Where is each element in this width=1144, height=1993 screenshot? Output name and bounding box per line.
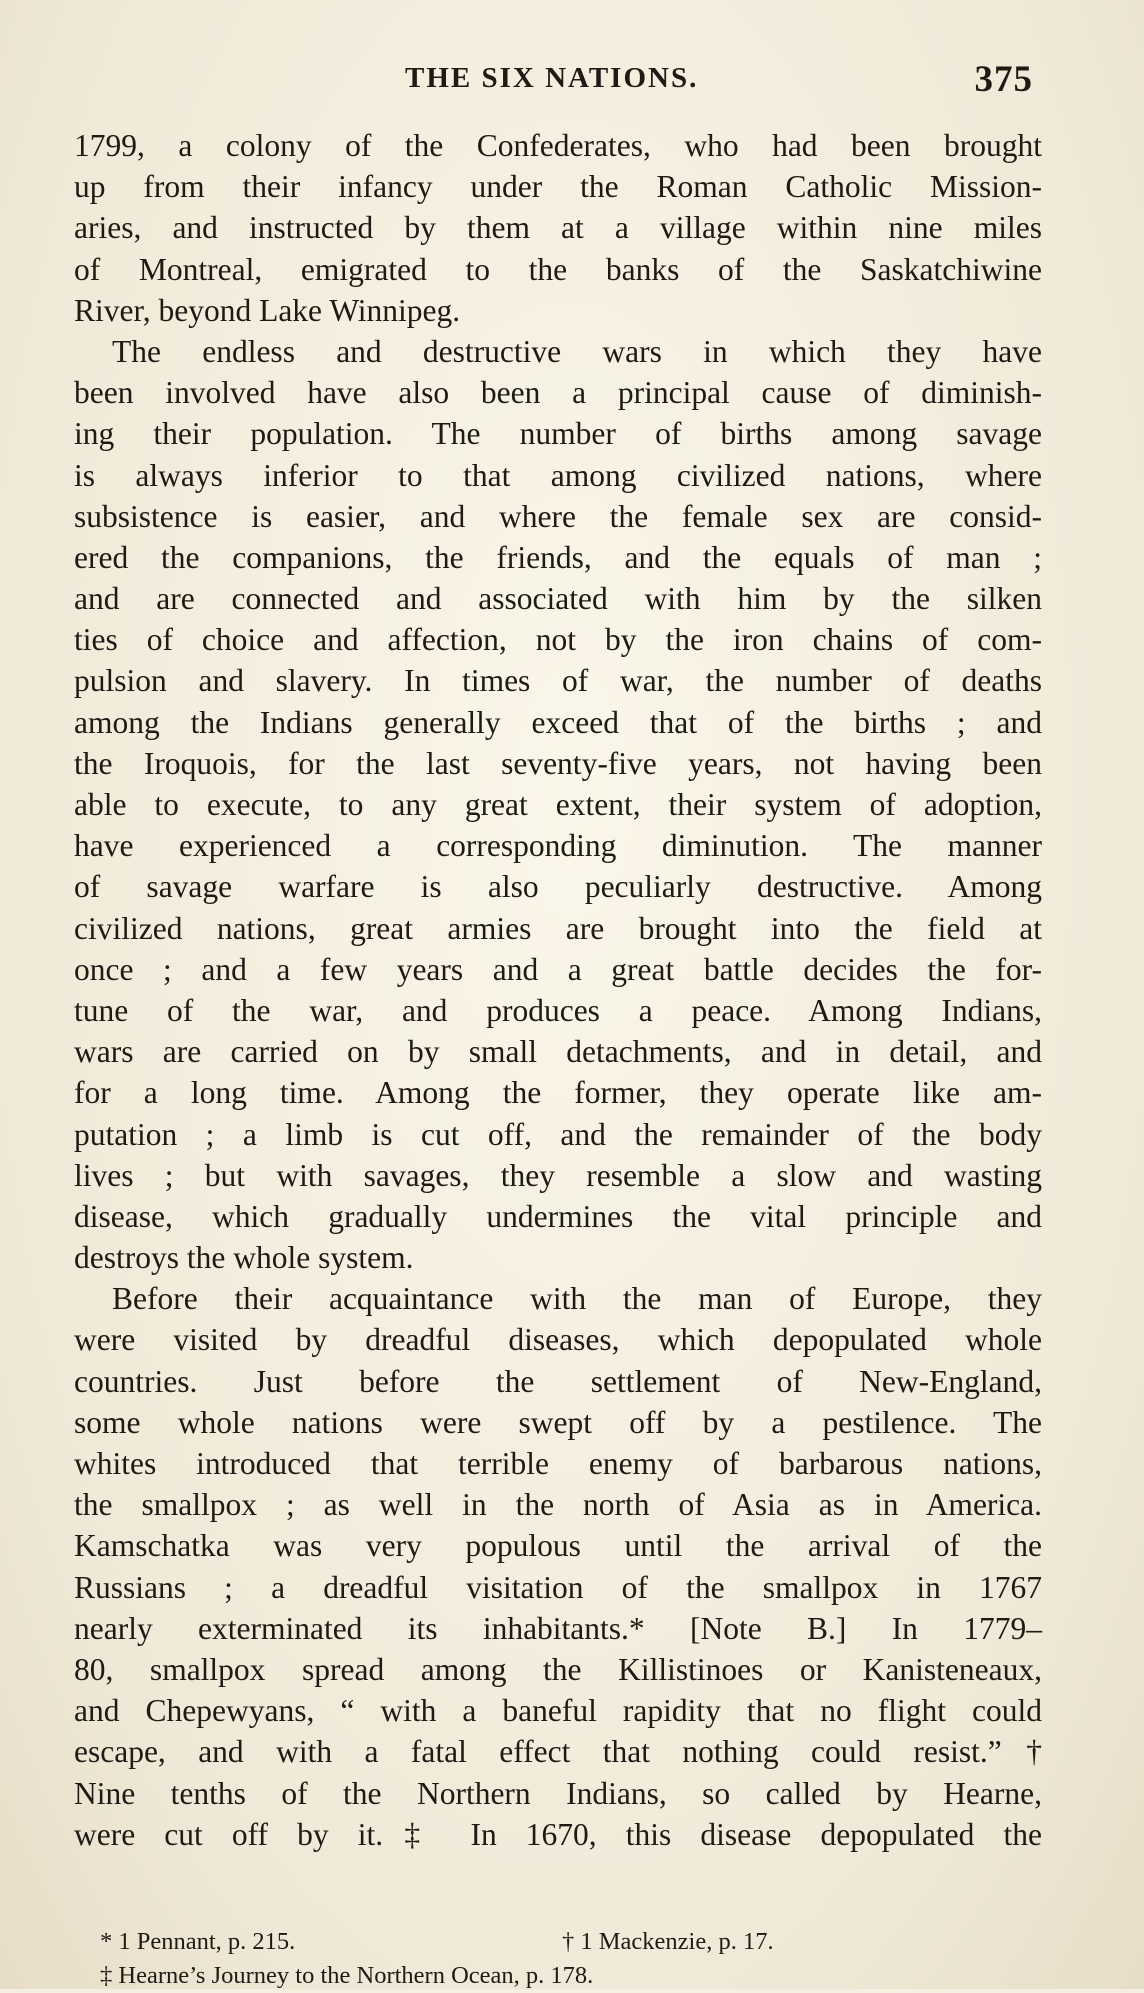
running-title: THE SIX NATIONS.	[405, 62, 699, 94]
footnote-mackenzie: † 1 Mackenzie, p. 17.	[562, 1928, 774, 1955]
text-line: escape, and with a fatal effect that nothing could resist.”†	[74, 1734, 1042, 1770]
footnote-row	[100, 1959, 860, 1993]
text-line: lives ; but with savages, they resemble a slow and wasting	[74, 1157, 1042, 1193]
text-line: 80, smallpox spread among the Killistinoes or Kanisteneaux,	[74, 1651, 1042, 1687]
body-text	[74, 125, 1042, 1855]
text-line: is always inferior to that among civilized nations, where	[74, 457, 1042, 493]
text-line: of savage warfare is also peculiarly destructive. Among	[74, 869, 1042, 905]
footnote-hearne: ‡ Hearne’s Journey to the Northern Ocean, p. 178.	[100, 1962, 594, 1989]
page-number: 375	[974, 59, 1033, 100]
text-line: and Chepewyans, “ with a baneful rapidity that no flight could	[74, 1693, 1042, 1729]
text-line: among the Indians generally exceed that of the births ; and	[74, 704, 1042, 740]
text-line: destroys the whole system.	[74, 1240, 414, 1276]
text-line: pulsion and slavery. In times of war, the number of deaths	[74, 663, 1042, 699]
footnotes	[100, 1925, 860, 1993]
text-line: whites introduced that terrible enemy of barbarous nations,	[74, 1446, 1042, 1481]
text-line: were cut off by it.‡ In 1670, this disease depopulated the	[74, 1816, 1042, 1852]
text-line: ing their population. The number of births among savage	[74, 416, 1042, 452]
text-line: countries. Just before the settlement of New-England,	[74, 1363, 1042, 1399]
text-line: disease, which gradually undermines the vital principle and	[74, 1198, 1042, 1234]
text-line: up from their infancy under the Roman Catholic Mission-	[74, 169, 1042, 205]
footnote-row	[100, 1925, 860, 1959]
text-line: for a long time. Among the former, they operate like am-	[74, 1075, 1042, 1111]
text-line: River, beyond Lake Winnipeg.	[74, 292, 461, 328]
text-line: have experienced a corresponding diminution. The manner	[74, 828, 1042, 864]
text-line: civilized nations, great armies are brought into the field at	[74, 910, 1042, 946]
text-line: Before their acquaintance with the man of Europe, they	[112, 1281, 1042, 1317]
text-line: putation ; a limb is cut off, and the remainder of the body	[74, 1116, 1042, 1152]
text-line: nearly exterminated its inhabitants.* [Note B.] In 1779–	[74, 1610, 1042, 1646]
text-line: once ; and a few years and a great battle decides the for-	[74, 951, 1042, 987]
running-head	[75, 58, 1035, 104]
text-line: were visited by dreadful diseases, which depopulated whole	[74, 1322, 1042, 1358]
footnote-pennant: * 1 Pennant, p. 215.	[100, 1928, 296, 1955]
text-line: the Iroquois, for the last seventy-five years, not having been	[74, 745, 1042, 781]
text-line: subsistence is easier, and where the female sex are consid-	[74, 498, 1042, 534]
text-line: 1799, a colony of the Confederates, who had been brought	[74, 128, 1042, 163]
text-line: wars are carried on by small detachments, and in detail, and	[74, 1034, 1042, 1070]
text-line: of Montreal, emigrated to the banks of the Saskatchiwine	[74, 251, 1042, 287]
text-line: the smallpox ; as well in the north of Asia as in America.	[74, 1487, 1042, 1523]
text-line: tune of the war, and produces a peace. Among Indians,	[74, 992, 1042, 1028]
text-line: Russians ; a dreadful visitation of the smallpox in 1767	[74, 1569, 1042, 1605]
text-line: The endless and destructive wars in which they have	[112, 333, 1042, 369]
text-line: been involved have also been a principal cause of diminish-	[74, 375, 1042, 411]
text-line: ered the companions, the friends, and the equals of man ;	[74, 539, 1042, 575]
text-line: Nine tenths of the Northern Indians, so called by Hearne,	[74, 1775, 1042, 1811]
text-line: able to execute, to any great extent, their system of adoption,	[74, 787, 1042, 822]
text-line: aries, and instructed by them at a village within nine miles	[74, 210, 1042, 246]
text-line: and are connected and associated with him by the silken	[74, 581, 1042, 617]
text-line: ties of choice and affection, not by the iron chains of com-	[74, 622, 1042, 658]
text-line: some whole nations were swept off by a pestilence. The	[74, 1404, 1042, 1440]
text-line: Kamschatka was very populous until the arrival of the	[74, 1528, 1042, 1564]
